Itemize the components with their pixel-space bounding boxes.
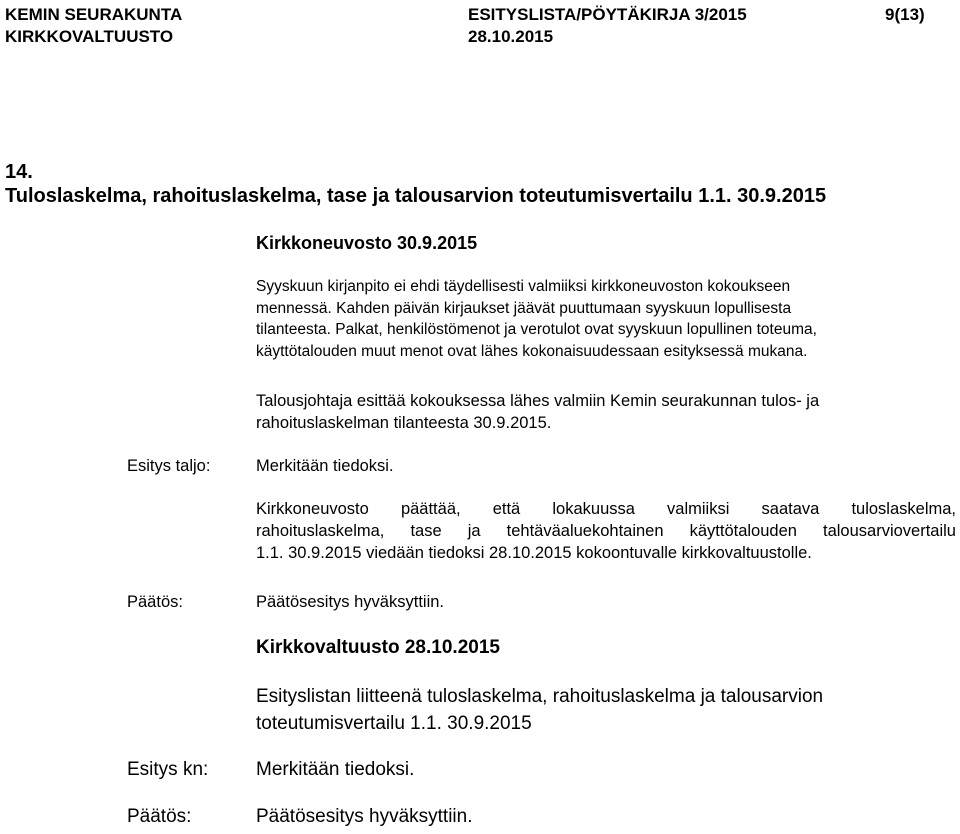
org-name: KEMIN SEURAKUNTA (5, 5, 183, 24)
proposal-label: Esitys taljo: (127, 457, 211, 475)
text-line: tilanteesta. Palkat, henkilöstömenot ja verotulot ovat syyskuun lopullinen toteuma, (256, 321, 817, 338)
council-paragraph-1 (256, 276, 817, 362)
text-line: Syyskuun kirjanpito ei ehdi täydellisesti valmiiksi kirkkoneuvoston kokoukseen (256, 278, 791, 295)
meeting-date: 28.10.2015 (468, 27, 554, 46)
text-line: 1.1. 30.9.2015 viedään tiedoksi 28.10.2015 kokoontuvalle kirkkovaltuustolle. (256, 543, 812, 562)
item-number: 14. (5, 161, 33, 183)
proposal-text: Merkitään tiedoksi. (256, 457, 394, 475)
item-title: Tuloslaskelma, rahoituslaskelma, tase ja talousarvion toteutumisvertailu 1.1. 30.9.2015 (5, 185, 827, 207)
text-line: rahoituslaskelma, tase ja tehtäväaluekohtainen käyttötalouden talousarviovertailu (256, 521, 956, 540)
page-number: 9(13) (885, 5, 925, 24)
org-body: KIRKKOVALTUUSTO (5, 27, 174, 46)
text-line: Kirkkoneuvosto päättää, että lokakuussa valmiiksi saatava tuloslaskelma, (256, 500, 956, 518)
text-line: käyttötalouden muut menot ovat lähes kokonaisuudessaan esityksessä mukana. (256, 342, 808, 360)
decision-label: Päätös: (127, 593, 183, 611)
assembly-decision-label: Päätös: (127, 806, 192, 827)
council-paragraph-2 (256, 391, 819, 435)
council-paragraph-3 (256, 499, 956, 564)
assembly-decision-text: Päätösesitys hyväksyttiin. (256, 806, 473, 827)
text-line: Esityslistan liitteenä tuloslaskelma, rahoituslaskelma ja talousarvion (256, 686, 824, 707)
assembly-paragraph (256, 683, 823, 737)
assembly-heading: Kirkkovaltuusto 28.10.2015 (256, 637, 500, 658)
assembly-proposal-label: Esitys kn: (127, 759, 209, 780)
text-line: mennessä. Kahden päivän kirjaukset jäävät puuttumaan syyskuun lopullisesta (256, 299, 792, 317)
assembly-proposal-text: Merkitään tiedoksi. (256, 759, 415, 780)
decision-text: Päätösesitys hyväksyttiin. (256, 593, 444, 611)
text-line: Talousjohtaja esittää kokouksessa lähes valmiin Kemin seurakunnan tulos- ja (256, 392, 820, 410)
doc-type: ESITYSLISTA/PÖYTÄKIRJA 3/2015 (468, 5, 747, 24)
council-heading: Kirkkoneuvosto 30.9.2015 (256, 233, 478, 253)
text-line: toteutumisvertailu 1.1. 30.9.2015 (256, 713, 532, 734)
text-line: rahoituslaskelman tilanteesta 30.9.2015. (256, 413, 552, 432)
